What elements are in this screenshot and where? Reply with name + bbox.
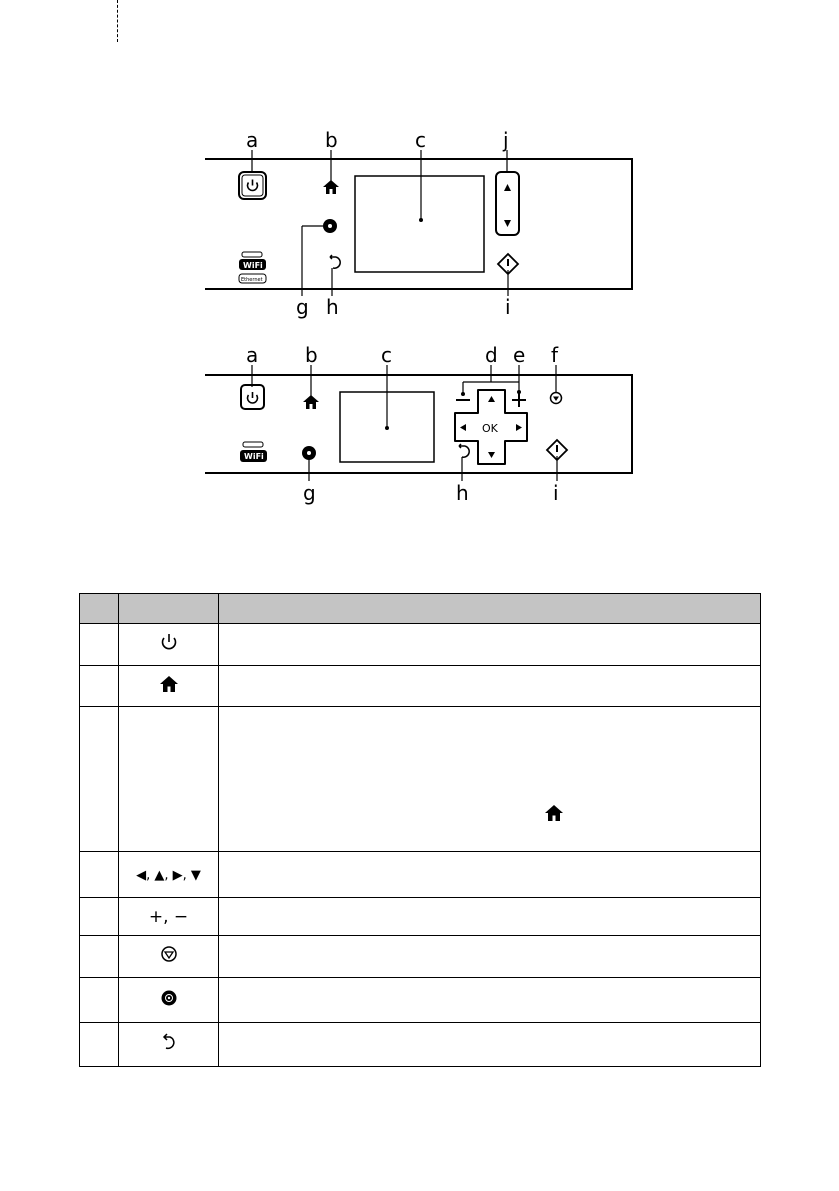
table-row: [80, 852, 761, 898]
table-row: [80, 898, 761, 936]
arrow-keys-icon: ◀, ▲, ▶, ▼: [136, 867, 201, 883]
table-row: [80, 936, 761, 978]
button-reference-table: [79, 593, 761, 1067]
table-header-cell: [80, 594, 119, 624]
home-icon: [303, 395, 319, 409]
table-row: [80, 1023, 761, 1067]
control-panel-bottom: [205, 343, 632, 505]
power-icon: [248, 180, 258, 191]
callout-g: g: [296, 295, 309, 319]
table-header-cell: [219, 594, 761, 624]
callout-b: b: [305, 343, 318, 367]
cd-icon: [159, 988, 179, 1008]
table-header-cell: [119, 594, 219, 624]
svg-text:WiFi: WiFi: [244, 452, 264, 461]
callout-h: h: [326, 295, 339, 319]
callout-e: e: [513, 343, 526, 367]
callout-g: g: [303, 481, 316, 505]
cd-icon: [323, 219, 337, 233]
control-panel-top: [205, 128, 632, 319]
table-row: [80, 978, 761, 1023]
power-icon: [159, 632, 179, 652]
table-row: [80, 707, 761, 852]
callout-a: a: [246, 343, 259, 367]
control-panel-diagrams: [0, 0, 839, 520]
table-row: [80, 624, 761, 666]
cd-icon: [302, 446, 316, 460]
callout-d: d: [485, 343, 498, 367]
callout-i: i: [553, 481, 559, 505]
callout-c: c: [381, 343, 392, 367]
stop-icon: [551, 393, 562, 404]
plus-minus-icon: +, −: [148, 906, 189, 927]
callout-b: b: [325, 128, 338, 152]
callout-f: f: [551, 343, 559, 367]
callout-c: c: [415, 128, 426, 152]
home-icon: [544, 804, 564, 822]
callout-h: h: [456, 481, 469, 505]
home-icon: [159, 675, 179, 693]
back-icon: [459, 444, 469, 457]
power-icon: [248, 392, 258, 403]
ok-button-label: OK: [482, 422, 498, 435]
callout-a: a: [246, 128, 259, 152]
home-icon: [323, 180, 339, 194]
table-row: [80, 666, 761, 707]
svg-text:Ethernet: Ethernet: [241, 277, 263, 283]
table-header-row: [80, 594, 761, 624]
lcd-screen: [355, 176, 484, 272]
back-icon: [159, 1031, 179, 1053]
callout-j: j: [503, 128, 509, 152]
svg-text:WiFi: WiFi: [243, 261, 263, 270]
stop-icon: [159, 944, 179, 964]
callout-i: i: [505, 295, 511, 319]
back-icon: [330, 255, 340, 268]
